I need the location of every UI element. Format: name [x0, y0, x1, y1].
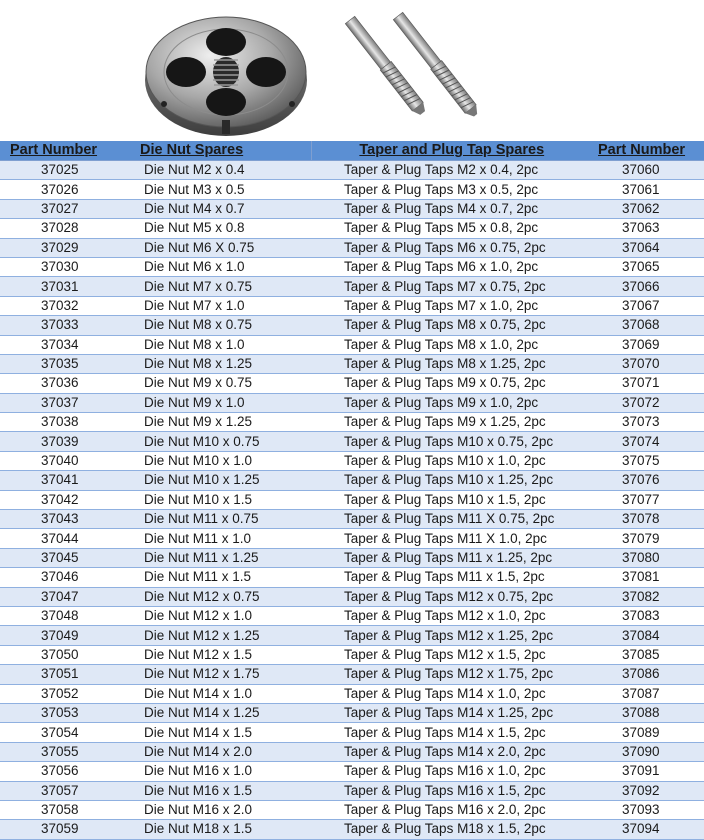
tap-description: Taper & Plug Taps M12 x 0.75, 2pc	[311, 587, 592, 606]
die-nut-part-number: 37056	[0, 762, 118, 781]
tap-part-number: 37092	[592, 781, 704, 800]
die-nut-part-number: 37029	[0, 238, 118, 257]
tap-part-number: 37073	[592, 413, 704, 432]
die-nut-part-number: 37042	[0, 490, 118, 509]
tap-description: Taper & Plug Taps M10 x 0.75, 2pc	[311, 432, 592, 451]
die-nut-part-number: 37028	[0, 219, 118, 238]
table-row	[0, 606, 704, 625]
tap-part-number: 37063	[592, 219, 704, 238]
tap-description: Taper & Plug Taps M14 x 1.0, 2pc	[311, 684, 592, 703]
die-nut-description: Die Nut M8 x 1.25	[118, 354, 311, 373]
tap-description: Taper & Plug Taps M11 x 1.25, 2pc	[311, 548, 592, 567]
die-nut-description: Die Nut M10 x 0.75	[118, 432, 311, 451]
die-nut-description: Die Nut M12 x 1.75	[118, 665, 311, 684]
tap-description: Taper & Plug Taps M6 x 0.75, 2pc	[311, 238, 592, 257]
tap-part-number: 37067	[592, 296, 704, 315]
tap-description: Taper & Plug Taps M12 x 1.0, 2pc	[311, 606, 592, 625]
die-nut-description: Die Nut M12 x 1.5	[118, 645, 311, 664]
die-nut-description: Die Nut M4 x 0.7	[118, 199, 311, 218]
tap-part-number: 37066	[592, 277, 704, 296]
table-row	[0, 335, 704, 354]
tap-description: Taper & Plug Taps M11 X 1.0, 2pc	[311, 529, 592, 548]
parts-table	[0, 141, 704, 840]
die-nut-part-number: 37046	[0, 568, 118, 587]
table-row	[0, 665, 704, 684]
tap-part-number: 37076	[592, 471, 704, 490]
header-part-number-right: Part Number	[592, 141, 704, 161]
die-nut-part-number: 37059	[0, 820, 118, 839]
header-part-number-left: Part Number	[0, 141, 118, 161]
tap-part-number: 37091	[592, 762, 704, 781]
die-nut-description: Die Nut M8 x 0.75	[118, 316, 311, 335]
table-row	[0, 762, 704, 781]
tap-description: Taper & Plug Taps M10 x 1.25, 2pc	[311, 471, 592, 490]
die-nut-description: Die Nut M14 x 1.25	[118, 703, 311, 722]
die-nut-description: Die Nut M6 x 1.0	[118, 257, 311, 276]
tap-part-number: 37090	[592, 742, 704, 761]
die-nut-description: Die Nut M16 x 2.0	[118, 800, 311, 819]
tap-description: Taper & Plug Taps M4 x 0.7, 2pc	[311, 199, 592, 218]
die-nut-part-number: 37025	[0, 161, 118, 180]
tap-description: Taper & Plug Taps M16 x 1.5, 2pc	[311, 781, 592, 800]
tap-part-number: 37074	[592, 432, 704, 451]
tap-description: Taper & Plug Taps M8 x 1.25, 2pc	[311, 354, 592, 373]
die-nut-part-number: 37031	[0, 277, 118, 296]
tap-description: Taper & Plug Taps M11 x 1.5, 2pc	[311, 568, 592, 587]
tap-part-number: 37084	[592, 626, 704, 645]
die-nut-description: Die Nut M12 x 1.0	[118, 606, 311, 625]
tap-description: Taper & Plug Taps M14 x 1.5, 2pc	[311, 723, 592, 742]
tap-part-number: 37083	[592, 606, 704, 625]
tap-description: Taper & Plug Taps M12 x 1.5, 2pc	[311, 645, 592, 664]
tap-description: Taper & Plug Taps M8 x 0.75, 2pc	[311, 316, 592, 335]
die-nut-description: Die Nut M10 x 1.5	[118, 490, 311, 509]
die-nut-part-number: 37032	[0, 296, 118, 315]
tap-part-number: 37069	[592, 335, 704, 354]
die-nut-description: Die Nut M7 x 1.0	[118, 296, 311, 315]
die-nut-description: Die Nut M3 x 0.5	[118, 180, 311, 199]
tap-part-number: 37070	[592, 354, 704, 373]
tap-part-number: 37075	[592, 451, 704, 470]
table-row	[0, 510, 704, 529]
table-row	[0, 316, 704, 335]
tap-part-number: 37077	[592, 490, 704, 509]
header-die-nut-spares: Die Nut Spares	[118, 141, 311, 161]
table-row	[0, 413, 704, 432]
die-nut-description: Die Nut M11 x 1.25	[118, 548, 311, 567]
die-nut-part-number: 37051	[0, 665, 118, 684]
die-nut-description: Die Nut M11 x 1.0	[118, 529, 311, 548]
die-nut-part-number: 37039	[0, 432, 118, 451]
table-row	[0, 645, 704, 664]
table-row	[0, 490, 704, 509]
die-nut-description: Die Nut M7 x 0.75	[118, 277, 311, 296]
tap-description: Taper & Plug Taps M16 x 1.0, 2pc	[311, 762, 592, 781]
tap-part-number: 37062	[592, 199, 704, 218]
die-nut-description: Die Nut M6 X 0.75	[118, 238, 311, 257]
die-nut-description: Die Nut M18 x 1.5	[118, 820, 311, 839]
die-nut-part-number: 37048	[0, 606, 118, 625]
die-nut-part-number: 37050	[0, 645, 118, 664]
tap-description: Taper & Plug Taps M14 x 2.0, 2pc	[311, 742, 592, 761]
die-nut-description: Die Nut M8 x 1.0	[118, 335, 311, 354]
table-row	[0, 393, 704, 412]
table-row	[0, 626, 704, 645]
tap-description: Taper & Plug Taps M14 x 1.25, 2pc	[311, 703, 592, 722]
tap-part-number: 37061	[592, 180, 704, 199]
table-row	[0, 703, 704, 722]
table-row	[0, 723, 704, 742]
tap-part-number: 37065	[592, 257, 704, 276]
die-nut-description: Die Nut M9 x 0.75	[118, 374, 311, 393]
table-row	[0, 568, 704, 587]
table-row	[0, 277, 704, 296]
tap-part-number: 37094	[592, 820, 704, 839]
die-nut-description: Die Nut M10 x 1.25	[118, 471, 311, 490]
table-row	[0, 238, 704, 257]
die-nut-description: Die Nut M14 x 1.5	[118, 723, 311, 742]
tap-description: Taper & Plug Taps M7 x 1.0, 2pc	[311, 296, 592, 315]
product-images	[0, 0, 704, 141]
die-nut-part-number: 37047	[0, 587, 118, 606]
die-nut-part-number: 37053	[0, 703, 118, 722]
die-nut-description: Die Nut M14 x 2.0	[118, 742, 311, 761]
table-row	[0, 257, 704, 276]
die-nut-part-number: 37041	[0, 471, 118, 490]
die-nut-part-number: 37049	[0, 626, 118, 645]
die-nut-description: Die Nut M11 x 0.75	[118, 510, 311, 529]
die-nut-description: Die Nut M2 x 0.4	[118, 161, 311, 180]
table-row	[0, 219, 704, 238]
tap-part-number: 37087	[592, 684, 704, 703]
tap-description: Taper & Plug Taps M2 x 0.4, 2pc	[311, 161, 592, 180]
die-nut-part-number: 37052	[0, 684, 118, 703]
table-row	[0, 529, 704, 548]
tap-description: Taper & Plug Taps M16 x 2.0, 2pc	[311, 800, 592, 819]
header-taper-plug-spares: Taper and Plug Tap Spares	[311, 141, 592, 161]
table-row	[0, 684, 704, 703]
table-row	[0, 587, 704, 606]
tap-description: Taper & Plug Taps M12 x 1.75, 2pc	[311, 665, 592, 684]
tap-part-number: 37088	[592, 703, 704, 722]
die-nut-part-number: 37055	[0, 742, 118, 761]
die-nut-part-number: 37027	[0, 199, 118, 218]
tap-description: Taper & Plug Taps M5 x 0.8, 2pc	[311, 219, 592, 238]
tap-part-number: 37093	[592, 800, 704, 819]
die-nut-part-number: 37030	[0, 257, 118, 276]
die-nut-description: Die Nut M10 x 1.0	[118, 451, 311, 470]
tap-description: Taper & Plug Taps M6 x 1.0, 2pc	[311, 257, 592, 276]
tap-description: Taper & Plug Taps M9 x 1.25, 2pc	[311, 413, 592, 432]
die-nut-part-number: 37034	[0, 335, 118, 354]
die-nut-description: Die Nut M9 x 1.25	[118, 413, 311, 432]
tap-part-number: 37064	[592, 238, 704, 257]
die-nut-description: Die Nut M16 x 1.0	[118, 762, 311, 781]
table-row	[0, 199, 704, 218]
table-row	[0, 374, 704, 393]
die-nut-part-number: 37054	[0, 723, 118, 742]
die-nut-description: Die Nut M12 x 1.25	[118, 626, 311, 645]
tap-description: Taper & Plug Taps M18 x 1.5, 2pc	[311, 820, 592, 839]
tap-part-number: 37079	[592, 529, 704, 548]
table-row	[0, 161, 704, 180]
table-row	[0, 781, 704, 800]
tap-part-number: 37089	[592, 723, 704, 742]
tap-part-number: 37085	[592, 645, 704, 664]
tap-description: Taper & Plug Taps M7 x 0.75, 2pc	[311, 277, 592, 296]
die-nut-part-number: 37058	[0, 800, 118, 819]
die-nut-description: Die Nut M11 x 1.5	[118, 568, 311, 587]
tap-description: Taper & Plug Taps M9 x 1.0, 2pc	[311, 393, 592, 412]
tap-description: Taper & Plug Taps M8 x 1.0, 2pc	[311, 335, 592, 354]
die-nut-part-number: 37035	[0, 354, 118, 373]
tap-part-number: 37080	[592, 548, 704, 567]
table-row	[0, 432, 704, 451]
table-row	[0, 471, 704, 490]
die-nut-description: Die Nut M16 x 1.5	[118, 781, 311, 800]
table-row	[0, 354, 704, 373]
die-nut-part-number: 37057	[0, 781, 118, 800]
die-nut-part-number: 37033	[0, 316, 118, 335]
die-nut-part-number: 37037	[0, 393, 118, 412]
die-nut-part-number: 37026	[0, 180, 118, 199]
tap-part-number: 37060	[592, 161, 704, 180]
tap-part-number: 37081	[592, 568, 704, 587]
die-nut-part-number: 37038	[0, 413, 118, 432]
table-row	[0, 800, 704, 819]
die-nut-description: Die Nut M9 x 1.0	[118, 393, 311, 412]
table-row	[0, 742, 704, 761]
die-nut-part-number: 37036	[0, 374, 118, 393]
tap-part-number: 37068	[592, 316, 704, 335]
tap-part-number: 37082	[592, 587, 704, 606]
tap-part-number: 37086	[592, 665, 704, 684]
table-row	[0, 548, 704, 567]
table-row	[0, 180, 704, 199]
tap-description: Taper & Plug Taps M9 x 0.75, 2pc	[311, 374, 592, 393]
die-nut-description: Die Nut M12 x 0.75	[118, 587, 311, 606]
die-nut-image	[0, 0, 704, 141]
die-nut-part-number: 37044	[0, 529, 118, 548]
die-nut-part-number: 37040	[0, 451, 118, 470]
die-nut-description: Die Nut M14 x 1.0	[118, 684, 311, 703]
table-row	[0, 296, 704, 315]
die-nut-part-number: 37043	[0, 510, 118, 529]
tap-description: Taper & Plug Taps M12 x 1.25, 2pc	[311, 626, 592, 645]
die-nut-part-number: 37045	[0, 548, 118, 567]
tap-part-number: 37072	[592, 393, 704, 412]
tap-description: Taper & Plug Taps M3 x 0.5, 2pc	[311, 180, 592, 199]
tap-part-number: 37078	[592, 510, 704, 529]
table-row	[0, 451, 704, 470]
tap-description: Taper & Plug Taps M10 x 1.5, 2pc	[311, 490, 592, 509]
table-row	[0, 820, 704, 839]
die-nut-description: Die Nut M5 x 0.8	[118, 219, 311, 238]
tap-description: Taper & Plug Taps M11 X 0.75, 2pc	[311, 510, 592, 529]
table-body	[0, 161, 704, 840]
tap-description: Taper & Plug Taps M10 x 1.0, 2pc	[311, 451, 592, 470]
header-row	[0, 141, 704, 161]
tap-part-number: 37071	[592, 374, 704, 393]
